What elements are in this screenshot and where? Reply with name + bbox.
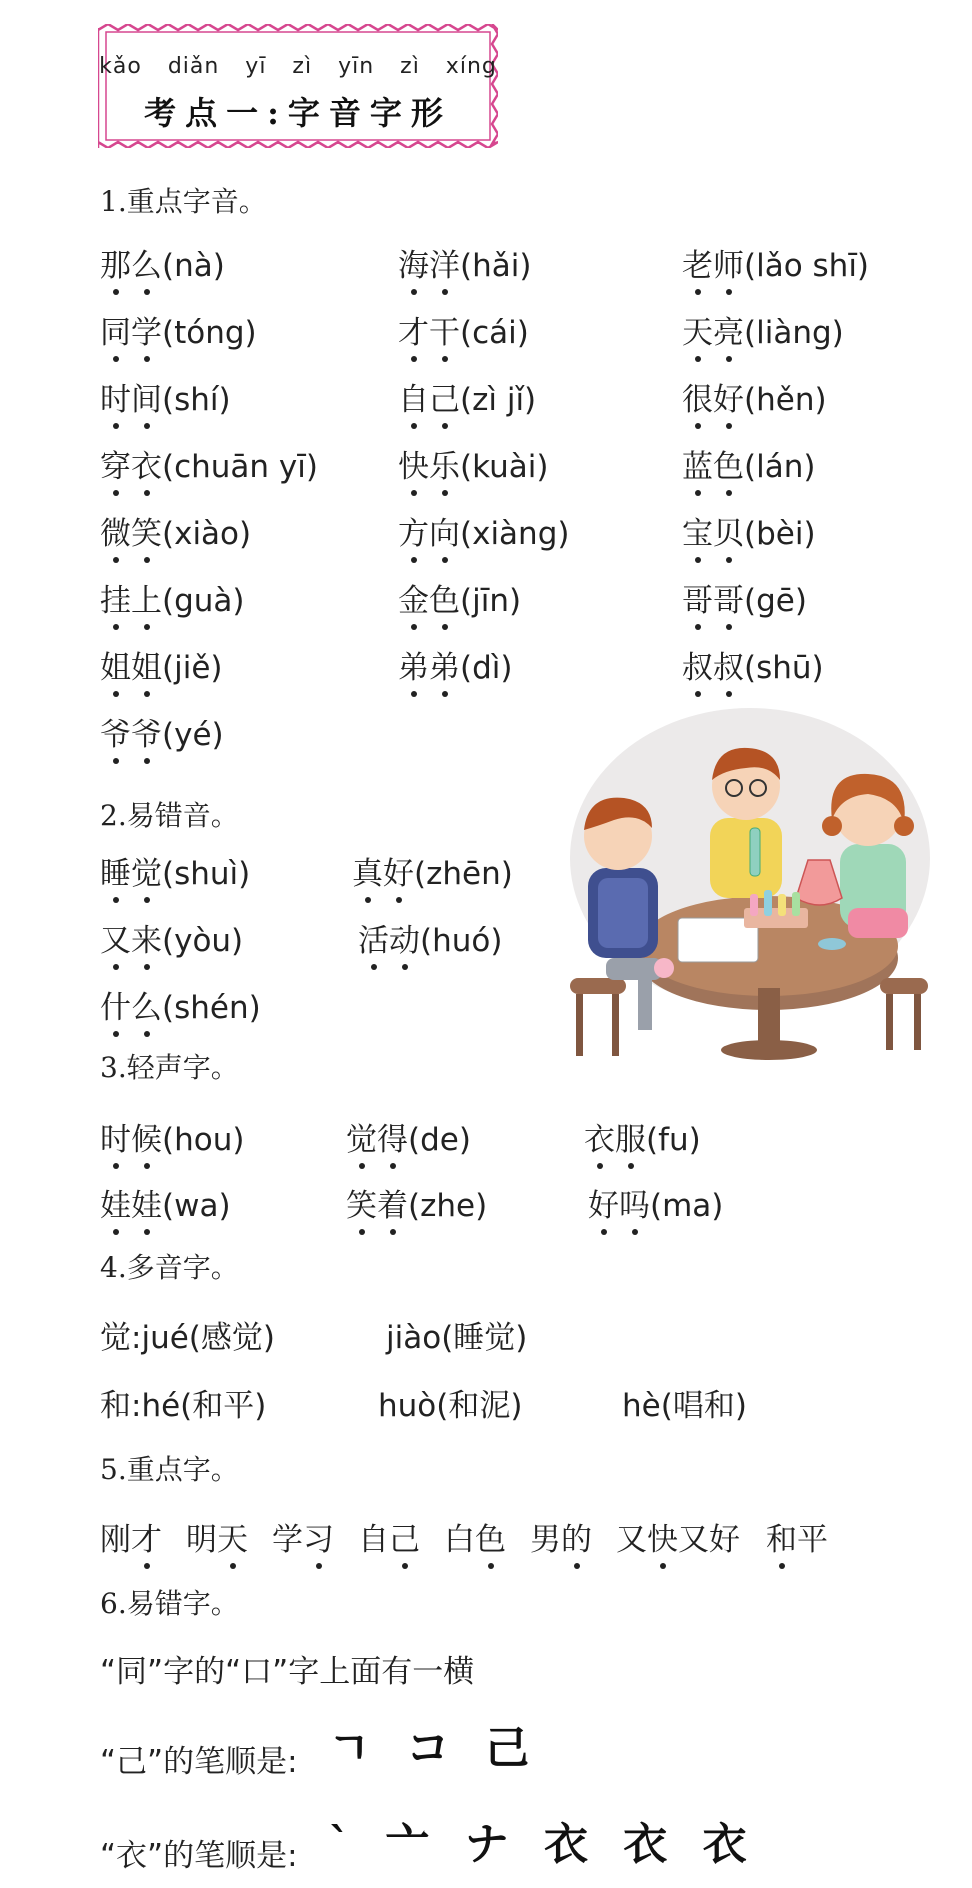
dotted-character: 同 — [100, 307, 131, 352]
dotted-character: 真 — [352, 848, 383, 893]
s3-item — [100, 1180, 231, 1225]
word — [100, 856, 162, 892]
key-word — [358, 1514, 420, 1559]
word — [398, 516, 460, 552]
dotted-character: 己 — [429, 374, 460, 419]
pinyin: (lǎo shī) — [744, 248, 870, 284]
pinyin: (hǎi) — [460, 248, 532, 284]
word — [100, 923, 162, 959]
s2-item — [100, 915, 243, 960]
dotted-character: 上 — [131, 575, 162, 620]
polyphone-jue-row — [100, 1312, 275, 1357]
pinyin: (xiào) — [162, 516, 252, 552]
title-badge — [98, 24, 498, 148]
dotted-character: 亮 — [713, 307, 744, 352]
pinyin: (yé) — [162, 717, 224, 753]
section-2-heading: 2.易错音。 — [100, 799, 239, 832]
dotted-character: 衣 — [131, 441, 162, 486]
s3-item — [584, 1114, 701, 1159]
dotted-character: 向 — [429, 508, 460, 553]
dotted-character: 笑 — [131, 508, 162, 553]
s1-item — [682, 374, 827, 419]
dotted-character: 宝 — [682, 508, 713, 553]
character: 又 — [616, 1522, 647, 1558]
word — [100, 1122, 162, 1158]
polyphone-reading: hé(和平) — [141, 1388, 267, 1424]
dotted-character: 来 — [131, 915, 162, 960]
s1-item — [398, 575, 521, 620]
dotted-character: 师 — [713, 240, 744, 285]
s1-item — [100, 240, 225, 285]
badge-pinyin: kǎo diǎn yī zì yīn zì xíng — [99, 54, 497, 79]
word — [398, 315, 460, 351]
character: 自 — [358, 1522, 389, 1558]
ji-stroke-sequence: ㄱ コ 己 — [328, 1723, 540, 1774]
s2-item — [352, 848, 513, 893]
dotted-character: 睡 — [100, 848, 131, 893]
character: 刚 — [100, 1522, 131, 1558]
word — [398, 248, 460, 284]
polyphone-reading: hè(唱和) — [622, 1388, 747, 1424]
dotted-character: 很 — [682, 374, 713, 419]
s1-item — [100, 307, 257, 352]
dotted-character: 娃 — [131, 1180, 162, 1225]
section-3-heading: 3.轻声字。 — [100, 1051, 239, 1084]
section-5-heading: 5.重点字。 — [100, 1453, 239, 1486]
dotted-character: 活 — [358, 915, 389, 960]
s3-item — [346, 1114, 471, 1159]
word — [100, 382, 162, 418]
word — [346, 1122, 408, 1158]
pinyin: (liàng) — [744, 315, 844, 351]
pinyin: (tóng) — [162, 315, 257, 351]
dotted-character: 好 — [383, 848, 414, 893]
word — [100, 717, 162, 753]
pinyin: (nà) — [162, 248, 225, 284]
dotted-character: 那 — [100, 240, 131, 285]
s1-item — [682, 307, 844, 352]
key-word — [444, 1514, 506, 1559]
word — [682, 248, 744, 284]
dotted-character: 弟 — [398, 642, 429, 687]
yi-stroke-sequence: ` 亠 ナ 衣 衣 衣 — [328, 1819, 757, 1870]
character: 又 — [678, 1522, 709, 1558]
word — [398, 650, 460, 686]
word — [100, 516, 162, 552]
character: 平 — [797, 1522, 828, 1558]
s1-item — [398, 240, 531, 285]
pinyin: (lán) — [744, 449, 816, 485]
word — [584, 1122, 646, 1158]
dotted-character: 微 — [100, 508, 131, 553]
label-ji-stroke-order: “己”的笔顺是: — [100, 1744, 298, 1780]
dotted-character: 吗 — [619, 1180, 650, 1225]
character: 习 — [303, 1514, 334, 1559]
key-word — [530, 1514, 592, 1559]
polyphone-reading: jué(感觉) — [141, 1320, 275, 1356]
pinyin: (wa) — [162, 1188, 231, 1224]
s1-item — [100, 642, 223, 687]
dotted-character: 天 — [682, 307, 713, 352]
pinyin: (kuài) — [460, 449, 549, 485]
dotted-character: 叔 — [713, 642, 744, 687]
dotted-character: 得 — [377, 1114, 408, 1159]
dotted-character: 服 — [615, 1114, 646, 1159]
pinyin: (zhēn) — [414, 856, 513, 892]
polyphone-char: 和: — [100, 1388, 142, 1424]
key-word — [766, 1514, 828, 1559]
s1-item — [682, 441, 815, 486]
character: 天 — [217, 1514, 248, 1559]
s2-item — [358, 915, 502, 960]
word — [588, 1188, 650, 1224]
pinyin: (zhe) — [408, 1188, 488, 1224]
dotted-character: 时 — [100, 1114, 131, 1159]
polyphone-reading: jiào(睡觉) — [386, 1320, 528, 1356]
word — [100, 315, 162, 351]
s2-item — [100, 848, 250, 893]
s1-item — [100, 508, 251, 553]
pinyin: (bèi) — [744, 516, 816, 552]
pinyin: (xiàng) — [460, 516, 570, 552]
word — [398, 449, 460, 485]
polyphone-char: 觉: — [100, 1320, 142, 1356]
dotted-character: 间 — [131, 374, 162, 419]
dotted-character: 弟 — [429, 642, 460, 687]
pinyin: (zì jǐ) — [460, 382, 537, 418]
dotted-character: 金 — [398, 575, 429, 620]
dotted-character: 色 — [429, 575, 460, 620]
word — [100, 1188, 162, 1224]
polyphone-he-row — [100, 1380, 266, 1425]
pinyin: (jiě) — [162, 650, 223, 686]
s3-item — [588, 1180, 723, 1225]
dotted-character: 乐 — [429, 441, 460, 486]
pinyin: (chuān yī) — [162, 449, 318, 485]
word — [100, 583, 162, 619]
s1-item — [682, 240, 869, 285]
character: 好 — [709, 1522, 740, 1558]
pinyin: (hou) — [162, 1122, 245, 1158]
pinyin: (de) — [408, 1122, 471, 1158]
dotted-character: 洋 — [429, 240, 460, 285]
pinyin: (guà) — [162, 583, 245, 619]
character: 快 — [647, 1514, 678, 1559]
key-word — [186, 1514, 248, 1559]
key-word — [272, 1514, 334, 1559]
s1-item — [100, 575, 245, 620]
children-experiment-illustration — [568, 708, 930, 1080]
pinyin: (shí) — [162, 382, 231, 418]
word — [682, 583, 744, 619]
character: 才 — [131, 1514, 162, 1559]
word — [398, 583, 460, 619]
dotted-character: 挂 — [100, 575, 131, 620]
dotted-character: 爷 — [100, 709, 131, 754]
character: 白 — [444, 1522, 475, 1558]
s1-item — [100, 374, 231, 419]
s1-item — [398, 307, 529, 352]
dotted-character: 干 — [429, 307, 460, 352]
dotted-character: 才 — [398, 307, 429, 352]
dotted-character: 觉 — [131, 848, 162, 893]
pinyin: (cái) — [460, 315, 529, 351]
dotted-character: 笑 — [346, 1180, 377, 1225]
word — [346, 1188, 408, 1224]
dotted-character: 好 — [588, 1180, 619, 1225]
word — [100, 650, 162, 686]
word — [682, 449, 744, 485]
word — [682, 650, 744, 686]
section-6-heading: 6.易错字。 — [100, 1587, 239, 1620]
pinyin: (dì) — [460, 650, 513, 686]
s3-item — [100, 1114, 244, 1159]
dotted-character: 学 — [131, 307, 162, 352]
dotted-character: 穿 — [100, 441, 131, 486]
section-1-heading: 1.重点字音。 — [100, 185, 267, 218]
dotted-character: 哥 — [713, 575, 744, 620]
s1-item — [682, 642, 824, 687]
pinyin: (shén) — [162, 990, 261, 1026]
character: 色 — [475, 1514, 506, 1559]
pinyin: (huó) — [420, 923, 503, 959]
dotted-character: 姐 — [100, 642, 131, 687]
dotted-character: 叔 — [682, 642, 713, 687]
s3-item — [346, 1180, 487, 1225]
note-tong: “同”字的“口”字上面有一横 — [100, 1654, 475, 1690]
dotted-character: 衣 — [584, 1114, 615, 1159]
character: 学 — [272, 1522, 303, 1558]
s2-item — [100, 982, 261, 1027]
pinyin: (ma) — [650, 1188, 724, 1224]
key-word — [100, 1514, 162, 1559]
s1-item — [398, 642, 512, 687]
dotted-character: 贝 — [713, 508, 744, 553]
pinyin: (shuì) — [162, 856, 251, 892]
section-4-heading: 4.多音字。 — [100, 1251, 239, 1284]
word — [682, 315, 744, 351]
dotted-character: 娃 — [100, 1180, 131, 1225]
dotted-character: 好 — [713, 374, 744, 419]
key-word — [616, 1514, 740, 1559]
word — [682, 516, 744, 552]
s1-item — [682, 575, 807, 620]
character: 己 — [389, 1514, 420, 1559]
dotted-character: 方 — [398, 508, 429, 553]
character: 的 — [561, 1514, 592, 1559]
dotted-character: 哥 — [682, 575, 713, 620]
label-yi-stroke-order: “衣”的笔顺是: — [100, 1838, 298, 1874]
dotted-character: 时 — [100, 374, 131, 419]
character: 男 — [530, 1522, 561, 1558]
word — [100, 990, 162, 1026]
s1-item — [398, 374, 536, 419]
pinyin: (yòu) — [162, 923, 244, 959]
dotted-character: 色 — [713, 441, 744, 486]
pinyin: (gē) — [744, 583, 807, 619]
word — [398, 382, 460, 418]
dotted-character: 么 — [131, 240, 162, 285]
dotted-character: 着 — [377, 1180, 408, 1225]
dotted-character: 又 — [100, 915, 131, 960]
dotted-character: 快 — [398, 441, 429, 486]
polyphone-reading: huò(和泥) — [378, 1388, 523, 1424]
dotted-character: 爷 — [131, 709, 162, 754]
dotted-character: 蓝 — [682, 441, 713, 486]
s1-item — [100, 709, 224, 754]
dotted-character: 姐 — [131, 642, 162, 687]
dotted-character: 觉 — [346, 1114, 377, 1159]
s1-item — [398, 441, 548, 486]
s1-item — [398, 508, 569, 553]
dotted-character: 自 — [398, 374, 429, 419]
badge-title: 考点一:字音字形 — [144, 94, 452, 132]
pinyin: (shū) — [744, 650, 824, 686]
dotted-character: 候 — [131, 1114, 162, 1159]
s1-item — [100, 441, 318, 486]
dotted-character: 什 — [100, 982, 131, 1027]
character: 明 — [186, 1522, 217, 1558]
word — [358, 923, 420, 959]
character: 和 — [766, 1514, 797, 1559]
dotted-character: 么 — [131, 982, 162, 1027]
dotted-character: 海 — [398, 240, 429, 285]
word — [100, 449, 162, 485]
word — [352, 856, 414, 892]
word — [682, 382, 744, 418]
dotted-character: 老 — [682, 240, 713, 285]
s1-item — [682, 508, 816, 553]
pinyin: (jīn) — [460, 583, 522, 619]
pinyin: (hěn) — [744, 382, 827, 418]
dotted-character: 动 — [389, 915, 420, 960]
pinyin: (fu) — [646, 1122, 701, 1158]
word — [100, 248, 162, 284]
